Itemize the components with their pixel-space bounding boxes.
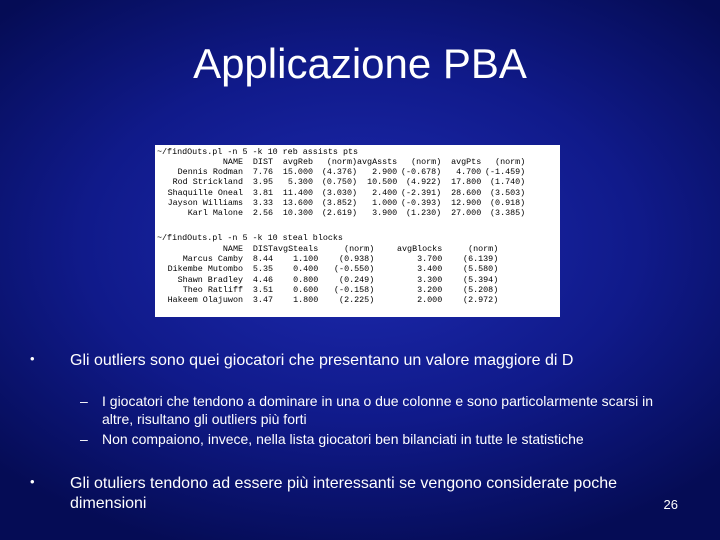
stat-cell: 7.76 bbox=[252, 167, 273, 178]
terminal-output-image bbox=[155, 145, 560, 317]
column-header: NAME bbox=[222, 157, 243, 167]
column-header: DIST bbox=[252, 157, 273, 167]
stat-cell: 0.600 bbox=[293, 284, 319, 295]
table-row bbox=[155, 285, 498, 295]
table-row bbox=[155, 198, 525, 208]
stat-cell: 1.000 bbox=[372, 197, 398, 208]
stat-cell: 2.56 bbox=[252, 208, 273, 219]
stat-cell: 2.900 bbox=[372, 167, 398, 178]
stat-cell: (-0.393) bbox=[401, 197, 442, 208]
stat-cell: 17.800 bbox=[451, 177, 482, 188]
stat-cell: (4.922) bbox=[406, 177, 442, 188]
column-header: avgAssts bbox=[357, 157, 398, 167]
player-name-cell: Dennis Rodman bbox=[177, 167, 243, 178]
stat-cell: 10.300 bbox=[282, 208, 313, 219]
table-row bbox=[155, 208, 525, 218]
stat-cell: 4.700 bbox=[456, 167, 482, 178]
stat-cell: 1.100 bbox=[293, 254, 319, 265]
sub-bullet-text: I giocatori che tendono a dominare in una o due colonne e sono particolarmente scarsi in altre, risultano gli outliers più forti bbox=[102, 393, 654, 427]
stat-cell: (1.230) bbox=[406, 208, 442, 219]
player-name-cell: Theo Ratliff bbox=[182, 284, 243, 295]
dash-icon: – bbox=[80, 393, 88, 409]
terminal-command-1: ~/findOuts.pl -n 5 -k 10 reb assists pts bbox=[157, 147, 359, 157]
column-header: (norm) bbox=[468, 244, 499, 254]
rebounds-table bbox=[155, 157, 525, 218]
stat-cell: (0.750) bbox=[321, 177, 357, 188]
stat-cell: (2.225) bbox=[339, 295, 375, 306]
stat-cell: 5.300 bbox=[287, 177, 313, 188]
stat-cell: 2.400 bbox=[372, 187, 398, 198]
column-header: (norm) bbox=[495, 157, 526, 167]
column-header: NAME bbox=[222, 244, 243, 254]
player-name-cell: Jayson Williams bbox=[167, 197, 243, 208]
table-row bbox=[155, 295, 498, 305]
column-header: avgSteals bbox=[273, 244, 319, 254]
steals-blocks-table bbox=[155, 244, 498, 305]
stat-cell: 4.46 bbox=[252, 274, 273, 285]
column-header: avgBlocks bbox=[397, 244, 443, 254]
stat-cell: (2.972) bbox=[463, 295, 499, 306]
table-row bbox=[155, 167, 525, 177]
stat-cell: (-0.158) bbox=[334, 284, 375, 295]
bullet-icon: • bbox=[30, 474, 35, 489]
column-header: (norm) bbox=[344, 244, 375, 254]
player-name-cell: Hakeem Olajuwon bbox=[167, 295, 243, 306]
slide-title: Applicazione PBA bbox=[193, 40, 527, 87]
stat-cell: 28.600 bbox=[451, 187, 482, 198]
stat-cell: (-2.391) bbox=[401, 187, 442, 198]
player-name-cell: Karl Malone bbox=[187, 208, 243, 219]
dash-icon: – bbox=[80, 431, 88, 447]
column-header: DIST bbox=[252, 244, 273, 254]
table-row bbox=[155, 177, 525, 187]
stat-cell: 3.33 bbox=[252, 197, 273, 208]
stat-cell: (2.619) bbox=[321, 208, 357, 219]
column-header: (norm) bbox=[326, 157, 357, 167]
stat-cell: (0.249) bbox=[339, 274, 375, 285]
stat-cell: (3.852) bbox=[321, 197, 357, 208]
stat-cell: 27.000 bbox=[451, 208, 482, 219]
stat-cell: 3.51 bbox=[252, 284, 273, 295]
stat-cell: 11.400 bbox=[282, 187, 313, 198]
player-name-cell: Shawn Bradley bbox=[177, 274, 243, 285]
table-row bbox=[155, 188, 525, 198]
bullet-text: Gli outliers sono quei giocatori che presentano un valore maggiore di D bbox=[70, 352, 574, 369]
stat-cell: (3.385) bbox=[490, 208, 526, 219]
stat-cell: 0.800 bbox=[293, 274, 319, 285]
stat-cell: (5.208) bbox=[463, 284, 499, 295]
table-row bbox=[155, 264, 498, 274]
stat-cell: 3.95 bbox=[252, 177, 273, 188]
column-header: avgReb bbox=[282, 157, 313, 167]
stat-cell: 3.47 bbox=[252, 295, 273, 306]
sub-bullet-text: Non compaiono, invece, nella lista giocatori ben bilanciati in tutte le statistiche bbox=[102, 431, 584, 447]
column-header: avgPts bbox=[451, 157, 482, 167]
player-name-cell: Marcus Camby bbox=[182, 254, 243, 265]
bullet-icon: • bbox=[30, 351, 35, 366]
stat-cell: (-1.459) bbox=[485, 167, 526, 178]
stat-cell: (0.938) bbox=[339, 254, 375, 265]
page-number: 26 bbox=[663, 497, 678, 512]
stat-cell: 8.44 bbox=[252, 254, 273, 265]
stat-cell: 3.300 bbox=[417, 274, 443, 285]
column-header: (norm) bbox=[411, 157, 442, 167]
stat-cell: 13.600 bbox=[282, 197, 313, 208]
terminal-command-2: ~/findOuts.pl -n 5 -k 10 steal blocks bbox=[157, 233, 343, 243]
stat-cell: (1.740) bbox=[490, 177, 526, 188]
stat-cell: 2.000 bbox=[417, 295, 443, 306]
table-header-row bbox=[155, 244, 498, 254]
stat-cell: 10.500 bbox=[367, 177, 398, 188]
stat-cell: (6.139) bbox=[463, 254, 499, 265]
stat-cell: 3.200 bbox=[417, 284, 443, 295]
stat-cell: 1.800 bbox=[293, 295, 319, 306]
stat-cell: (-0.550) bbox=[334, 264, 375, 275]
stat-cell: (-0.678) bbox=[401, 167, 442, 178]
stat-cell: 3.700 bbox=[417, 254, 443, 265]
table-row bbox=[155, 254, 498, 264]
stat-cell: 3.900 bbox=[372, 208, 398, 219]
stat-cell: 5.35 bbox=[252, 264, 273, 275]
table-header-row bbox=[155, 157, 525, 167]
stat-cell: (5.580) bbox=[463, 264, 499, 275]
stat-cell: 0.400 bbox=[293, 264, 319, 275]
player-name-cell: Dikembe Mutombo bbox=[167, 264, 243, 275]
stat-cell: 12.900 bbox=[451, 197, 482, 208]
stat-cell: (3.503) bbox=[490, 187, 526, 198]
stat-cell: (4.376) bbox=[321, 167, 357, 178]
stat-cell: 15.000 bbox=[282, 167, 313, 178]
bullet-text: Gli otuliers tendono ad essere più interessanti se vengono considerate poche dimensioni bbox=[70, 475, 618, 512]
stat-cell: (0.918) bbox=[490, 197, 526, 208]
stat-cell: 3.400 bbox=[417, 264, 443, 275]
player-name-cell: Rod Strickland bbox=[172, 177, 243, 188]
stat-cell: (3.030) bbox=[321, 187, 357, 198]
stat-cell: (5.394) bbox=[463, 274, 499, 285]
stat-cell: 3.81 bbox=[252, 187, 273, 198]
player-name-cell: Shaquille Oneal bbox=[167, 187, 243, 198]
table-row bbox=[155, 275, 498, 285]
